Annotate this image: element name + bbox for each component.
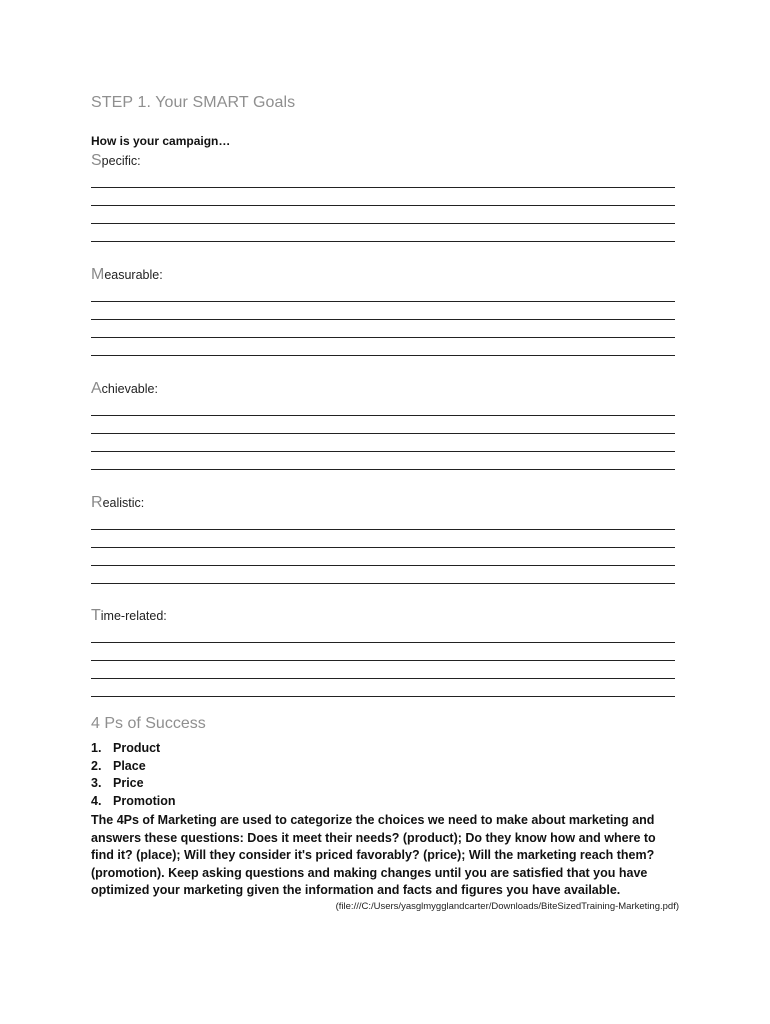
answer-line[interactable] (91, 566, 675, 584)
section-initial: M (91, 266, 105, 283)
section-label (91, 494, 675, 512)
answer-line[interactable] (91, 206, 675, 224)
answer-line[interactable] (91, 416, 675, 434)
answer-line[interactable] (91, 452, 675, 470)
list-number: 3. (91, 776, 102, 790)
list-item (91, 775, 176, 793)
section-measurable (91, 266, 675, 356)
list-label: Place (113, 758, 146, 773)
answer-line[interactable] (91, 170, 675, 188)
source-reference: (file:///C:/Users/yasglmygglandcarter/Downloads/BiteSizedTraining-Marketing.pdf) (335, 901, 679, 912)
four-ps-list (91, 740, 176, 810)
four-ps-paragraph: The 4Ps of Marketing are used to categorize the choices we need to make about marketing and answers these questions: Does it meet their needs? (product); Do they know how and where to find it? (place); Will they consider it's priced favorably? (price); Will the marketing reach them? (promotion). Keep asking questions and making changes until you are satisfied that you have optimized your marketing given the information and facts and figures you have available. (91, 813, 656, 897)
answer-line[interactable] (91, 625, 675, 643)
list-item (91, 740, 176, 758)
intro-question: How is your campaign… (91, 134, 231, 148)
answer-line[interactable] (91, 661, 675, 679)
answer-line[interactable] (91, 320, 675, 338)
answer-line[interactable] (91, 530, 675, 548)
answer-line[interactable] (91, 512, 675, 530)
section-initial: S (91, 152, 102, 169)
section-label (91, 152, 675, 170)
list-number: 2. (91, 758, 102, 773)
list-item (91, 793, 176, 811)
section-label-rest: easurable: (104, 268, 163, 282)
section-initial: R (91, 494, 103, 511)
answer-line[interactable] (91, 679, 675, 697)
list-label: Price (113, 776, 144, 790)
list-label: Promotion (113, 793, 176, 808)
section-label-rest: chievable: (101, 382, 158, 396)
answer-line[interactable] (91, 284, 675, 302)
list-item (91, 758, 176, 776)
answer-line[interactable] (91, 398, 675, 416)
answer-line[interactable] (91, 302, 675, 320)
section-label (91, 266, 675, 284)
section-achievable (91, 380, 675, 470)
section-initial: A (91, 380, 102, 397)
answer-line[interactable] (91, 338, 675, 356)
section-specific (91, 152, 675, 242)
section-label (91, 607, 675, 625)
section-initial: T (91, 607, 101, 624)
section-label-rest: ealistic: (102, 496, 145, 510)
answer-line[interactable] (91, 548, 675, 566)
answer-line[interactable] (91, 224, 675, 242)
answer-line[interactable] (91, 188, 675, 206)
list-number: 1. (91, 741, 102, 755)
step-title: STEP 1. Your SMART Goals (91, 94, 296, 111)
section-label (91, 380, 675, 398)
section-label-rest: ime-related: (100, 609, 167, 623)
list-number: 4. (91, 793, 102, 808)
section-realistic (91, 494, 675, 584)
four-ps-title: 4 Ps of Success (91, 715, 206, 732)
list-label: Product (113, 741, 161, 755)
answer-line[interactable] (91, 434, 675, 452)
section-label-rest: pecific: (101, 154, 141, 168)
answer-line[interactable] (91, 643, 675, 661)
section-time-related (91, 607, 675, 697)
